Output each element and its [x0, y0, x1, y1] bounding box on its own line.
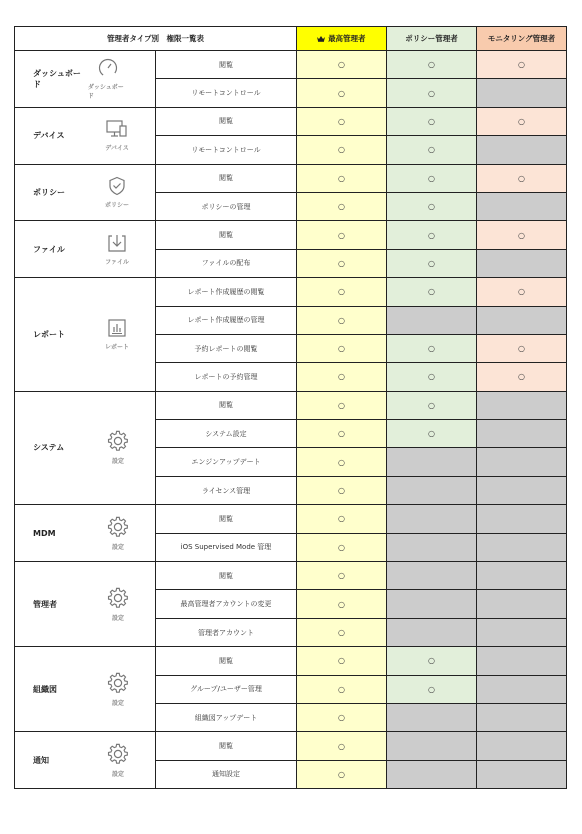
granted-mark: ○	[338, 287, 345, 297]
permission-denied-cell	[387, 760, 477, 788]
permission-granted-cell	[297, 448, 387, 476]
permission-denied-cell	[477, 703, 567, 731]
permission-name: 管理者アカウント	[156, 618, 297, 646]
granted-mark: ○	[338, 769, 345, 779]
permission-granted-cell	[297, 192, 387, 220]
permission-denied-cell	[387, 618, 477, 646]
category-icon-label: 設定	[111, 614, 124, 622]
gear-icon	[107, 743, 129, 765]
permission-denied-cell	[477, 562, 567, 590]
category-icon-group	[107, 587, 129, 622]
permission-granted-cell	[477, 278, 567, 306]
table-row	[15, 505, 567, 533]
granted-mark: ○	[338, 88, 345, 98]
permission-granted-cell	[387, 391, 477, 419]
granted-mark: ○	[338, 571, 345, 581]
permission-denied-cell	[477, 391, 567, 419]
permission-denied-cell	[477, 249, 567, 277]
table-row	[15, 391, 567, 419]
category-name: システム	[33, 443, 65, 453]
permission-denied-cell	[387, 703, 477, 731]
category-icon-group	[107, 516, 129, 551]
permission-name: ファイルの配布	[156, 249, 297, 277]
granted-mark: ○	[338, 457, 345, 467]
granted-mark: ○	[338, 684, 345, 694]
permission-granted-cell	[297, 562, 387, 590]
table-row	[15, 278, 567, 306]
permission-name: レポート作成履歴の閲覧	[156, 278, 297, 306]
permission-denied-cell	[477, 647, 567, 675]
category-cell	[15, 164, 156, 221]
permission-denied-cell	[477, 760, 567, 788]
permission-granted-cell	[297, 505, 387, 533]
permission-denied-cell	[387, 505, 477, 533]
permission-granted-cell	[297, 306, 387, 334]
category-name: 通知	[33, 755, 49, 765]
permission-name: 閲覧	[156, 221, 297, 249]
permission-denied-cell	[477, 448, 567, 476]
table-row	[15, 562, 567, 590]
permission-denied-cell	[477, 533, 567, 561]
gear-icon	[107, 516, 129, 538]
report-icon	[106, 318, 128, 338]
permission-granted-cell	[387, 164, 477, 192]
table-row	[15, 221, 567, 249]
granted-mark: ○	[518, 116, 525, 126]
permission-granted-cell	[297, 675, 387, 703]
category-icon-label: 設定	[111, 543, 124, 551]
granted-mark: ○	[338, 344, 345, 354]
table-row	[15, 164, 567, 192]
granted-mark: ○	[338, 315, 345, 325]
permission-denied-cell	[477, 306, 567, 334]
permission-name: リモートコントロール	[156, 136, 297, 164]
monitor-icon	[105, 119, 129, 139]
granted-mark: ○	[338, 514, 345, 524]
permission-table-container	[14, 26, 567, 789]
gear-icon	[107, 587, 129, 609]
category-icon-group	[88, 58, 129, 100]
table-title: 管理者タイプ別 権限一覧表	[15, 27, 297, 51]
category-icon-label: レポート	[104, 343, 129, 351]
permission-granted-cell	[477, 107, 567, 135]
role-label: 最高管理者	[328, 34, 366, 43]
permission-name: 閲覧	[156, 51, 297, 79]
permission-denied-cell	[477, 79, 567, 107]
permission-denied-cell	[477, 136, 567, 164]
table-row	[15, 732, 567, 760]
category-icon-label: 設定	[111, 458, 124, 466]
permission-granted-cell	[297, 221, 387, 249]
granted-mark: ○	[338, 116, 345, 126]
granted-mark: ○	[518, 230, 525, 240]
permission-table	[14, 26, 567, 789]
permission-granted-cell	[297, 647, 387, 675]
granted-mark: ○	[518, 372, 525, 382]
permission-granted-cell	[387, 79, 477, 107]
role-header-super-admin	[297, 27, 387, 51]
permission-granted-cell	[297, 164, 387, 192]
permission-name: グループ/ユーザー管理	[156, 675, 297, 703]
category-icon-group	[105, 318, 129, 351]
granted-mark: ○	[338, 372, 345, 382]
crown-icon	[317, 34, 328, 43]
permission-denied-cell	[387, 448, 477, 476]
permission-name: ライセンス管理	[156, 476, 297, 504]
permission-denied-cell	[477, 505, 567, 533]
permission-name: 閲覧	[156, 732, 297, 760]
table-row	[15, 107, 567, 135]
category-icon-label: ダッシュボード	[87, 83, 124, 100]
permission-granted-cell	[297, 79, 387, 107]
table-row	[15, 51, 567, 79]
permission-granted-cell	[297, 618, 387, 646]
category-name: 組織図	[33, 684, 57, 694]
permission-name: レポート作成履歴の管理	[156, 306, 297, 334]
permission-name: レポートの予約管理	[156, 363, 297, 391]
granted-mark: ○	[428, 145, 435, 155]
permission-granted-cell	[297, 391, 387, 419]
granted-mark: ○	[518, 60, 525, 70]
category-icon-group	[105, 119, 129, 152]
granted-mark: ○	[428, 429, 435, 439]
permission-denied-cell	[477, 192, 567, 220]
category-name: ダッシュボード	[33, 68, 81, 89]
permission-granted-cell	[387, 675, 477, 703]
gear-icon	[107, 430, 129, 452]
permission-granted-cell	[297, 703, 387, 731]
permission-granted-cell	[297, 51, 387, 79]
permission-granted-cell	[297, 334, 387, 362]
granted-mark: ○	[428, 344, 435, 354]
permission-granted-cell	[477, 363, 567, 391]
category-cell	[15, 107, 156, 164]
granted-mark: ○	[338, 60, 345, 70]
granted-mark: ○	[518, 287, 525, 297]
category-cell	[15, 51, 156, 108]
granted-mark: ○	[428, 202, 435, 212]
granted-mark: ○	[338, 400, 345, 410]
granted-mark: ○	[428, 60, 435, 70]
granted-mark: ○	[428, 88, 435, 98]
permission-denied-cell	[387, 590, 477, 618]
permission-name: 閲覧	[156, 107, 297, 135]
granted-mark: ○	[428, 400, 435, 410]
granted-mark: ○	[338, 145, 345, 155]
category-icon-label: 設定	[111, 699, 124, 707]
granted-mark: ○	[338, 599, 345, 609]
granted-mark: ○	[428, 656, 435, 666]
category-icon-group	[107, 743, 129, 778]
granted-mark: ○	[518, 173, 525, 183]
permission-name: 閲覧	[156, 647, 297, 675]
category-cell	[15, 562, 156, 647]
permission-granted-cell	[387, 363, 477, 391]
category-name: MDM	[33, 528, 56, 538]
category-name: レポート	[33, 329, 65, 339]
category-cell	[15, 391, 156, 505]
permission-denied-cell	[387, 562, 477, 590]
permission-granted-cell	[387, 420, 477, 448]
category-icon-group	[105, 176, 129, 209]
permission-name: 組織図アップデート	[156, 703, 297, 731]
permission-granted-cell	[387, 278, 477, 306]
permission-granted-cell	[297, 107, 387, 135]
category-cell	[15, 505, 156, 562]
permission-granted-cell	[297, 590, 387, 618]
category-cell	[15, 647, 156, 732]
permission-name: 閲覧	[156, 505, 297, 533]
permission-granted-cell	[297, 363, 387, 391]
permission-granted-cell	[387, 249, 477, 277]
category-name: ポリシー	[33, 187, 65, 197]
category-icon-label: デバイス	[105, 145, 129, 153]
permission-denied-cell	[477, 618, 567, 646]
granted-mark: ○	[338, 258, 345, 268]
granted-mark: ○	[428, 684, 435, 694]
permission-denied-cell	[477, 732, 567, 760]
permission-granted-cell	[387, 647, 477, 675]
permission-granted-cell	[387, 51, 477, 79]
permission-denied-cell	[477, 476, 567, 504]
permission-name: 通知設定	[156, 760, 297, 788]
permission-granted-cell	[477, 51, 567, 79]
category-cell	[15, 278, 156, 392]
category-cell	[15, 221, 156, 278]
category-name: ファイル	[33, 244, 65, 254]
category-icon-group	[107, 672, 129, 707]
granted-mark: ○	[338, 542, 345, 552]
permission-granted-cell	[297, 420, 387, 448]
granted-mark: ○	[338, 656, 345, 666]
permission-name: ポリシーの管理	[156, 192, 297, 220]
granted-mark: ○	[428, 116, 435, 126]
permission-granted-cell	[477, 164, 567, 192]
permission-granted-cell	[387, 334, 477, 362]
category-icon-label: 設定	[111, 770, 124, 778]
permission-granted-cell	[477, 221, 567, 249]
shield-icon	[106, 176, 128, 196]
permission-granted-cell	[297, 249, 387, 277]
category-icon-label: ポリシー	[104, 201, 129, 209]
granted-mark: ○	[338, 713, 345, 723]
category-cell	[15, 732, 156, 789]
permission-granted-cell	[387, 107, 477, 135]
table-row	[15, 647, 567, 675]
permission-granted-cell	[297, 136, 387, 164]
permission-name: システム設定	[156, 420, 297, 448]
permission-granted-cell	[297, 476, 387, 504]
granted-mark: ○	[338, 173, 345, 183]
permission-denied-cell	[477, 590, 567, 618]
permission-granted-cell	[477, 334, 567, 362]
granted-mark: ○	[428, 230, 435, 240]
gauge-icon	[97, 58, 119, 78]
granted-mark: ○	[428, 287, 435, 297]
permission-granted-cell	[297, 760, 387, 788]
download-icon	[106, 233, 128, 253]
permission-denied-cell	[477, 675, 567, 703]
category-icon-group	[107, 430, 129, 465]
permission-granted-cell	[387, 192, 477, 220]
permission-denied-cell	[387, 533, 477, 561]
category-icon-label: ファイル	[105, 258, 129, 266]
category-icon-group	[105, 233, 129, 266]
permission-granted-cell	[297, 278, 387, 306]
granted-mark: ○	[338, 628, 345, 637]
gear-icon	[107, 672, 129, 694]
permission-granted-cell	[387, 221, 477, 249]
permission-denied-cell	[477, 420, 567, 448]
permission-name: 閲覧	[156, 164, 297, 192]
granted-mark: ○	[338, 230, 345, 240]
granted-mark: ○	[338, 486, 345, 496]
permission-granted-cell	[387, 136, 477, 164]
permission-name: 閲覧	[156, 562, 297, 590]
granted-mark: ○	[428, 258, 435, 268]
permission-denied-cell	[387, 306, 477, 334]
permission-name: エンジンアップデート	[156, 448, 297, 476]
granted-mark: ○	[428, 173, 435, 183]
granted-mark: ○	[518, 344, 525, 354]
permission-name: 予約レポートの閲覧	[156, 334, 297, 362]
permission-granted-cell	[297, 732, 387, 760]
table-body	[15, 51, 567, 789]
granted-mark: ○	[338, 741, 345, 751]
role-header-monitoring-admin: モニタリング管理者	[477, 27, 567, 51]
role-header-policy-admin: ポリシー管理者	[387, 27, 477, 51]
granted-mark: ○	[338, 429, 345, 439]
header-row	[15, 27, 567, 51]
permission-denied-cell	[387, 732, 477, 760]
category-name: デバイス	[33, 131, 65, 141]
category-name: 管理者	[33, 599, 57, 609]
permission-granted-cell	[297, 533, 387, 561]
permission-denied-cell	[387, 476, 477, 504]
permission-name: iOS Supervised Mode 管理	[156, 533, 297, 561]
permission-name: 最高管理者アカウントの変更	[156, 590, 297, 618]
granted-mark: ○	[428, 372, 435, 382]
permission-name: リモートコントロール	[156, 79, 297, 107]
granted-mark: ○	[338, 202, 345, 212]
permission-name: 閲覧	[156, 391, 297, 419]
